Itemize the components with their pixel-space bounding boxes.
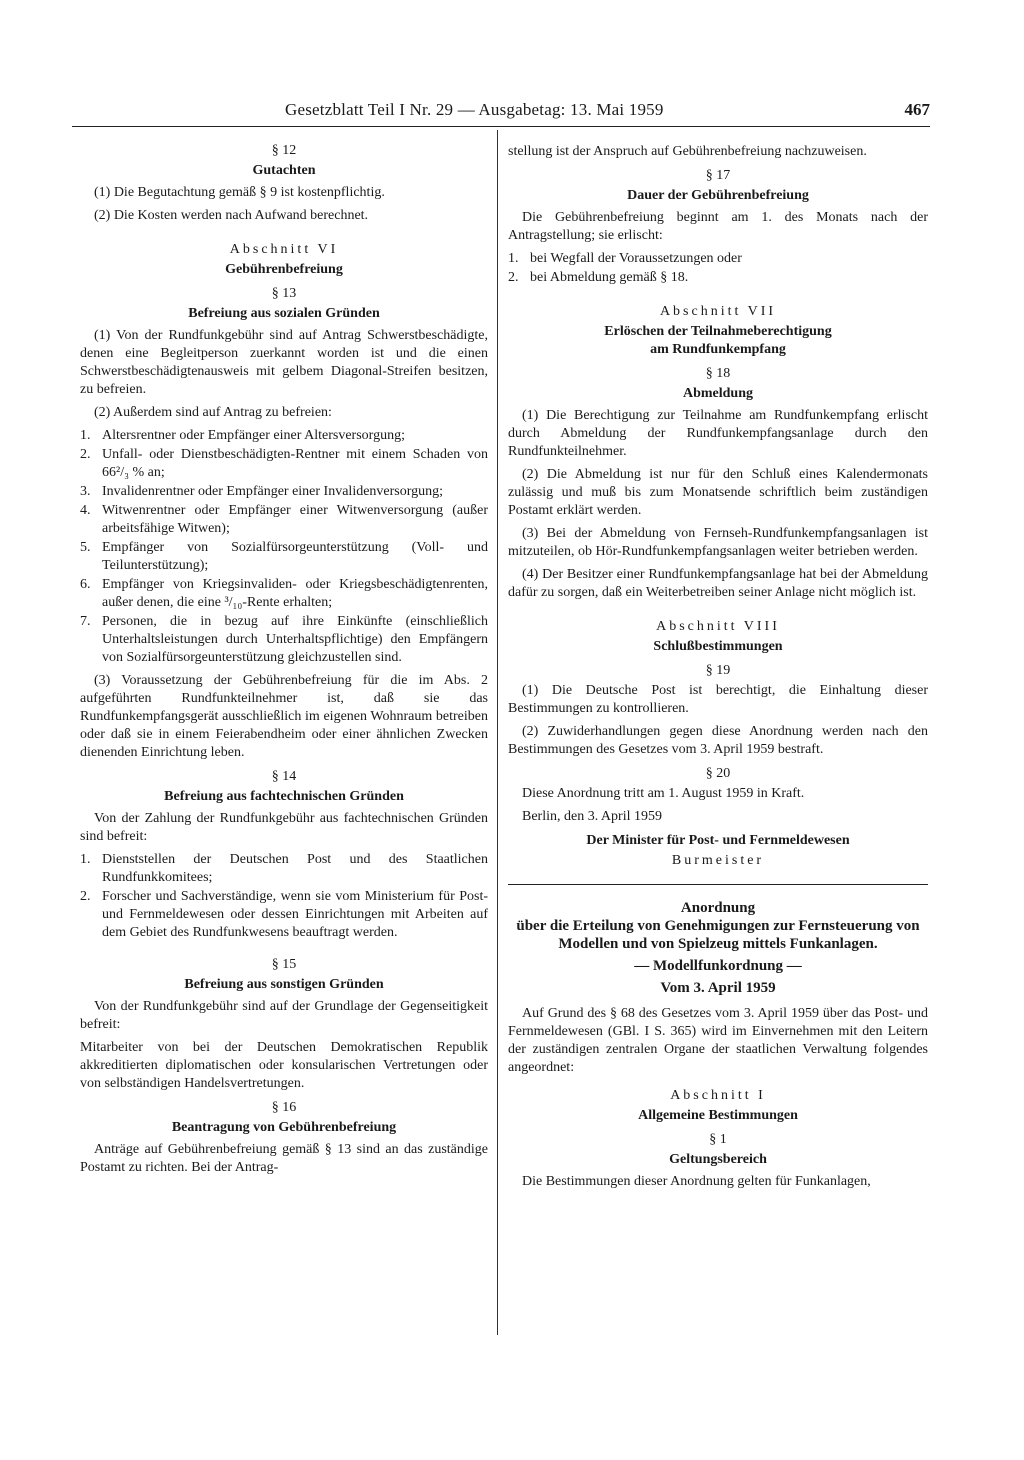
section-19-paragraph-1: (1) Die Deutsche Post ist berechtigt, die Einhaltung dieser Bestimmungen zu kontrollieren.	[508, 683, 928, 716]
section-19-paragraph-2: (2) Zuwiderhandlungen gegen diese Anordnung werden nach den Bestimmungen des Gesetzes vom 3. April 1959 bestraft.	[508, 724, 928, 757]
section-14-heading: Befreiung aus fachtechnischen Gründen	[164, 789, 404, 804]
list-item: 6. Empfänger von Kriegsinvaliden- oder Kriegsbeschädigtenrenten, außer denen, die eine ³/₁₀-Rente erhalten;	[80, 577, 488, 610]
section-12-heading: Gutachten	[252, 163, 316, 178]
page-number: 467	[904, 100, 930, 119]
section-13-paragraph-1: (1) Von der Rundfunkgebühr sind auf Antrag Schwerstbeschädigte, denen eine Begleitperson zuerkannt worden ist und die einen Schwerstbeschädigtenausweis mit gelbem Diagonal-Streifen besitzen, zu befreien.	[80, 328, 488, 397]
section-18-heading: Abmeldung	[682, 386, 754, 401]
section-12-number: § 12	[271, 143, 297, 158]
list-item: 3. Invalidenrentner oder Empfänger einer Invalidenversorgung;	[80, 484, 444, 499]
section-17-heading: Dauer der Gebührenbefreiung	[627, 188, 809, 203]
section-13-number: § 13	[271, 286, 297, 301]
abschnitt-8-label: Abschnitt VIII	[656, 619, 780, 634]
section-16-number: § 16	[271, 1100, 297, 1115]
section-1-heading: Geltungsbereich	[669, 1152, 767, 1167]
abschnitt-7-label: Abschnitt VII	[659, 304, 777, 319]
section-15-number: § 15	[271, 957, 297, 972]
section-1-paragraph: Die Bestimmungen dieser Anordnung gelten für Funkanlagen,	[522, 1174, 871, 1189]
section-19-number: § 19	[705, 663, 731, 678]
anordnung-subtitle: über die Erteilung von Genehmigungen zur Fernsteuerung von Modellen und von Spielzeug mittels Funkanlagen.	[516, 918, 920, 952]
anordnung-date: Vom 3. April 1959	[660, 980, 776, 996]
section-13-paragraph-2: (2) Außerdem sind auf Antrag zu befreien:	[94, 405, 332, 420]
abschnitt-7-heading-line-2: am Rundfunkempfang	[650, 342, 786, 357]
anordnung-preamble: Auf Grund des § 68 des Gesetzes vom 3. April 1959 über das Post- und Fernmeldewesen (GBl. I S. 365) wird im Einvernehmen mit den Leitern der zuständigen zentralen Organe der staatlichen Verwaltung folgendes angeordnet:	[508, 1006, 928, 1075]
list-item: 1. bei Wegfall der Voraussetzungen oder	[508, 251, 742, 266]
list-item: 2. bei Abmeldung gemäß § 18.	[508, 270, 689, 285]
list-item: 2. Unfall- oder Dienstbeschädigten-Rentner mit einem Schaden von 66²/₃ % an;	[80, 447, 488, 480]
header-title: Gesetzblatt Teil I Nr. 29 — Ausgabetag: 13. Mai 1959	[285, 100, 664, 119]
left-column	[80, 142, 488, 1182]
section-18-paragraph-1: (1) Die Berechtigung zur Teilnahme am Rundfunkempfang erlischt durch Abmeldung der Rundfunkempfangsanlage durch den Rundfunkteilnehmer.	[508, 408, 928, 459]
list-item: 1. Altersrentner oder Empfänger einer Altersversorgung;	[80, 428, 405, 443]
column-divider	[497, 130, 498, 1335]
abschnitt-6-heading: Gebührenbefreiung	[225, 262, 343, 277]
section-15-paragraph-1: Von der Rundfunkgebühr sind auf der Grundlage der Gegenseitigkeit befreit:	[80, 999, 488, 1032]
section-18-number: § 18	[705, 366, 731, 381]
section-17-list	[508, 250, 928, 287]
list-item: 4. Witwenrentner oder Empfänger einer Witwenversorgung (außer arbeitsfähige Witwen);	[80, 503, 488, 536]
section-16-paragraph-1: Anträge auf Gebührenbefreiung gemäß § 13 sind an das zuständige Postamt zu richten. Bei der Antrag-	[80, 1142, 488, 1175]
section-1-number: § 1	[709, 1132, 727, 1147]
section-12-paragraph-2: (2) Die Kosten werden nach Aufwand berechnet.	[94, 208, 369, 223]
section-16-heading: Beantragung von Gebührenbefreiung	[171, 1120, 397, 1135]
page-header	[72, 96, 930, 124]
section-18-paragraph-3: (3) Bei der Abmeldung von Fernseh-Rundfunkempfangsanlagen ist mitzuteilen, ob Hör-Rundfunkempfangsanlagen weiter betrieben werden.	[508, 526, 928, 559]
abschnitt-7-heading-line-1: Erlöschen der Teilnahmeberechtigung	[604, 324, 832, 339]
section-20-number: § 20	[705, 766, 731, 781]
list-item: 1. Dienststellen der Deutschen Post und des Staatlichen Rundfunkkomitees;	[80, 852, 488, 885]
abschnitt-1-heading: Allgemeine Bestimmungen	[638, 1108, 798, 1123]
section-17-number: § 17	[705, 168, 731, 183]
continuation-text: stellung ist der Anspruch auf Gebührenbefreiung nachzuweisen.	[508, 144, 867, 159]
abschnitt-8-heading: Schlußbestimmungen	[653, 639, 783, 654]
section-14-list	[80, 851, 488, 942]
section-13-heading: Befreiung aus sozialen Gründen	[188, 306, 380, 321]
abschnitt-1-label: Abschnitt I	[670, 1088, 766, 1103]
list-item: 5. Empfänger von Sozialfürsorgeunterstützung (Voll- und Teilunterstützung);	[80, 540, 488, 573]
section-20-paragraph-1: Diese Anordnung tritt am 1. August 1959 in Kraft.	[522, 786, 805, 801]
list-item: 2. Forscher und Sachverständige, wenn sie vom Ministerium für Post- und Fernmeldewesen oder dessen Einrichtungen mit Arbeiten auf dem Gebiet des Rundfunkwesens beauftragt werden.	[80, 889, 488, 940]
signatory-name: Burmeister	[671, 853, 765, 868]
section-15-paragraph-2: Mitarbeiter von bei der Deutschen Demokratischen Republik akkreditierten diplomatischen oder konsularischen Vertretungen oder von selbständigen Handelsvertretungen.	[80, 1040, 488, 1091]
anordnung-title: Anordnung	[680, 900, 756, 916]
section-14-number: § 14	[271, 769, 297, 784]
list-item: 7. Personen, die in bezug auf ihre Einkünfte (einschließlich Unterhaltsleistungen durch Unterhaltspflichtige) den Empfängern von Sozialfürsorgeunterstützung gleichzustellen sind.	[80, 614, 488, 665]
section-13-paragraph-3: (3) Voraussetzung der Gebührenbefreiung für die im Abs. 2 aufgeführten Rundfunkteilnehmer ist, daß sie das Rundfunkempfangsgerät ausschließlich im eigenen Wohnraum betreiben oder daß sie in einem Feierabendheim oder einer ähnlichen Zwecken dienenden Einrichtung leben.	[80, 673, 488, 760]
section-14-paragraph-1: Von der Zahlung der Rundfunkgebühr aus fachtechnischen Gründen sind befreit:	[80, 811, 488, 844]
section-12-paragraph-1: (1) Die Begutachtung gemäß § 9 ist kostenpflichtig.	[94, 185, 385, 200]
signatory-title: Der Minister für Post- und Fernmeldewesen	[586, 833, 850, 848]
place-date: Berlin, den 3. April 1959	[522, 809, 662, 824]
section-17-paragraph-1: Die Gebührenbefreiung beginnt am 1. des Monats nach der Antragstellung; sie erlischt:	[508, 210, 928, 243]
section-18-paragraph-2: (2) Die Abmeldung ist nur für den Schluß eines Kalendermonats zulässig und muß bis zum Monatsende schriftlich beim zuständigen Postamt erklärt werden.	[508, 467, 928, 518]
section-15-heading: Befreiung aus sonstigen Gründen	[184, 977, 384, 992]
section-13-list	[80, 427, 488, 667]
abschnitt-6-label: Abschnitt VI	[229, 242, 339, 257]
section-18-paragraph-4: (4) Der Besitzer einer Rundfunkempfangsanlage hat bei der Abmeldung dafür zu sorgen, daß ein Weiterbetreiben seiner Anlage nicht möglich ist.	[508, 567, 928, 600]
section-separator	[508, 884, 928, 885]
right-column	[508, 143, 928, 1196]
anordnung-short-title: — Modellfunkordnung —	[634, 958, 802, 974]
header-divider	[72, 126, 930, 127]
